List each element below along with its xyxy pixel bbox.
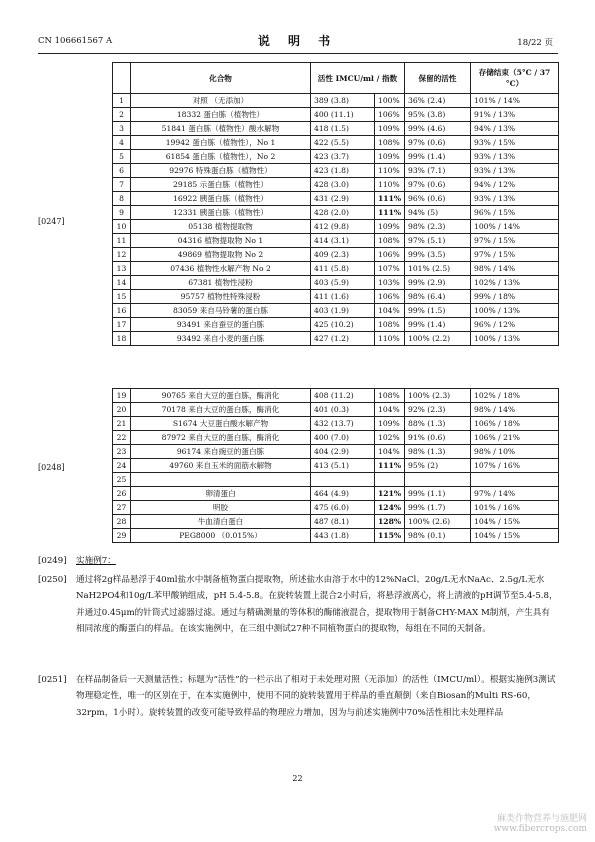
row-number: 13: [113, 262, 131, 276]
row-number: 3: [113, 122, 131, 136]
table-row: [113, 304, 559, 318]
row-number: 25: [113, 473, 131, 487]
activity-index: 110%: [375, 164, 405, 178]
activity-value: 389 (3.8): [311, 94, 375, 108]
activity-value: 418 (1.5): [311, 122, 375, 136]
storage-end: 97% / 15%: [471, 248, 559, 262]
activity-value: 431 (2.9): [311, 192, 375, 206]
activity-index: 107%: [375, 262, 405, 276]
row-number: 27: [113, 501, 131, 515]
compound-name: 87972 来自大豆的蛋白胨，酶消化: [131, 431, 311, 445]
table-row: [113, 248, 559, 262]
row-number: 26: [113, 487, 131, 501]
activity-index: 103%: [375, 276, 405, 290]
storage-end: 97% / 15%: [471, 234, 559, 248]
storage-end: 102% / 13%: [471, 276, 559, 290]
page-number: 22: [292, 774, 303, 783]
site-watermark: 麻类作物营养与施肥网 www.fibercrops.com: [493, 814, 587, 834]
storage-end: 101% / 16%: [471, 501, 559, 515]
activity-index: 108%: [375, 318, 405, 332]
retained-activity: 97% (5.1): [405, 234, 471, 248]
header-retained-activity: 保留的活性: [405, 63, 471, 94]
paragraph-text: 在样品制备后一天测量活性；标题为“活性”的一栏示出了相对于未处理对照（无添加）的活性（IMCU/ml）。根据实施例3测试物理稳定性，唯一的区别在于，在本实施例中，使用不同的旋转装置用于样品的垂直颠倒（来自Biosan的Multi RS-60，32rpm，1小时）。旋转装置的改变可能导致样品的物理应力增加，因为与前述实施例中70%活性相比未处理样品: [76, 675, 556, 718]
compound-name: 67381 植物性浸粉: [131, 276, 311, 290]
activity-value: 411 (1.6): [311, 290, 375, 304]
table-row: [113, 459, 559, 473]
retained-activity: 99% (1.1): [405, 487, 471, 501]
paragraph-number: [0249]: [38, 556, 67, 566]
table-row: [113, 94, 559, 108]
activity-index: 110%: [375, 332, 405, 346]
table-row: [113, 473, 559, 487]
row-number: 16: [113, 304, 131, 318]
storage-end: 94% / 12%: [471, 178, 559, 192]
row-number: 24: [113, 459, 131, 473]
activity-index: 111%: [375, 206, 405, 220]
table-row: [113, 403, 559, 417]
paragraph-text: 通过将2g样品悬浮于40ml盐水中制备植物蛋白提取物，所述盐水由溶于水中的12%NaCl、20g/L无水NaAc、2.5g/L无水NaH2PO4和10g/L苯甲酸钠组成，pH 5.4-5.8。在旋转装置上混合2小时后，将悬浮液离心，将上清液的pH调节至5.4-5.8，并通过0.45μm的针筒式过滤器过滤。通过与精确测量的等体积的酶储液混合，提取物用于制备CHY-MAX M制剂，产生具有相同浓度的酶蛋白的样品。在该实施例中，在三组中测试27种不同植物蛋白的提取物，每组在不同的天制备。: [76, 575, 558, 635]
compound-name: 19942 蛋白胨（植物性），No 1: [131, 136, 311, 150]
compound-name: 51841 蛋白胨（植物性）酸水解物: [131, 122, 311, 136]
table-row: [113, 445, 559, 459]
activity-index: 110%: [375, 178, 405, 192]
storage-end: 98% / 14%: [471, 262, 559, 276]
storage-end: 98% / 10%: [471, 445, 559, 459]
header-compound: 化合物: [131, 63, 311, 94]
compound-name: 对照 （无添加）: [131, 94, 311, 108]
activity-value: 423 (1.8): [311, 164, 375, 178]
row-number: 10: [113, 220, 131, 234]
row-number: 29: [113, 529, 131, 543]
activity-value: 400 (7.0): [311, 431, 375, 445]
retained-activity: 95% (3.8): [405, 108, 471, 122]
activity-index: 109%: [375, 150, 405, 164]
table-row: [113, 487, 559, 501]
paragraph-tag-0247: [0247]: [38, 217, 65, 226]
retained-activity: 100% (2.6): [405, 515, 471, 529]
table-row: [113, 515, 559, 529]
activity-index: 104%: [375, 403, 405, 417]
table-row: [113, 318, 559, 332]
retained-activity: [405, 473, 471, 487]
retained-activity: 91% (0.6): [405, 431, 471, 445]
activity-value: 427 (1.2): [311, 332, 375, 346]
table-row: [113, 108, 559, 122]
retained-activity: 99% (1.4): [405, 150, 471, 164]
table-row: [113, 234, 559, 248]
activity-index: 108%: [375, 234, 405, 248]
activity-value: 414 (3.1): [311, 234, 375, 248]
storage-end: 104% / 15%: [471, 529, 559, 543]
header-activity: 活性 IMCU/ml / 指数: [311, 63, 405, 94]
storage-end: 100% / 14%: [471, 220, 559, 234]
storage-end: 93% / 13%: [471, 150, 559, 164]
activity-value: 403 (5.9): [311, 276, 375, 290]
document-title: 说 明 书: [257, 34, 338, 48]
activity-value: 487 (8.1): [311, 515, 375, 529]
activity-value: 413 (5.1): [311, 459, 375, 473]
storage-end: 96% / 15%: [471, 206, 559, 220]
compound-activity-table-2: [112, 388, 559, 543]
compound-name: 05138 植物提取物: [131, 220, 311, 234]
compound-name: 95757 植物性特殊浸粉: [131, 290, 311, 304]
compound-name: 18332 蛋白胨（植物性）: [131, 108, 311, 122]
retained-activity: 100% (2.2): [405, 332, 471, 346]
activity-index: 100%: [375, 94, 405, 108]
activity-value: 411 (5.8): [311, 262, 375, 276]
storage-end: 94% / 13%: [471, 122, 559, 136]
activity-index: 109%: [375, 220, 405, 234]
activity-value: 423 (3.7): [311, 150, 375, 164]
retained-activity: 99% (4.6): [405, 122, 471, 136]
compound-name: 83059 来自马铃薯的蛋白胨: [131, 304, 311, 318]
table-row: [113, 389, 559, 403]
section-heading: 实施例7：: [76, 556, 116, 566]
activity-value: 409 (2.3): [311, 248, 375, 262]
compound-name: [131, 473, 311, 487]
row-number: 6: [113, 164, 131, 178]
row-number: 18: [113, 332, 131, 346]
compound-name: 29185 示蛋白胨（植物性）: [131, 178, 311, 192]
row-number: 8: [113, 192, 131, 206]
row-number: 4: [113, 136, 131, 150]
table-row: [113, 417, 559, 431]
row-number: 1: [113, 94, 131, 108]
activity-value: 404 (2.9): [311, 445, 375, 459]
activity-index: 109%: [375, 122, 405, 136]
table-row: [113, 178, 559, 192]
table-row: [113, 431, 559, 445]
table-row: [113, 262, 559, 276]
table-row: [113, 136, 559, 150]
activity-value: 403 (1.9): [311, 304, 375, 318]
retained-activity: 98% (2.3): [405, 220, 471, 234]
retained-activity: 95% (2): [405, 459, 471, 473]
row-number: 11: [113, 234, 131, 248]
retained-activity: 93% (7.1): [405, 164, 471, 178]
activity-index: 106%: [375, 108, 405, 122]
activity-index: 104%: [375, 304, 405, 318]
header-index: [113, 63, 131, 94]
retained-activity: 97% (0.6): [405, 178, 471, 192]
retained-activity: 98% (1.3): [405, 445, 471, 459]
table-row: [113, 332, 559, 346]
row-number: 22: [113, 431, 131, 445]
retained-activity: 92% (2.3): [405, 403, 471, 417]
activity-value: 464 (4.9): [311, 487, 375, 501]
storage-end: 93% / 13%: [471, 192, 559, 206]
compound-name: 61854 蛋白胨（植物性），No 2: [131, 150, 311, 164]
row-number: 9: [113, 206, 131, 220]
activity-value: 428 (2.0): [311, 206, 375, 220]
storage-end: [471, 473, 559, 487]
activity-value: 428 (3.0): [311, 178, 375, 192]
activity-index: 121%: [375, 487, 405, 501]
compound-name: 16922 胰蛋白胨（植物性）: [131, 192, 311, 206]
table-row: [113, 192, 559, 206]
compound-name: 49869 植物提取物 No 2: [131, 248, 311, 262]
retained-activity: 99% (1.7): [405, 501, 471, 515]
storage-end: 98% / 14%: [471, 403, 559, 417]
retained-activity: 99% (1.4): [405, 318, 471, 332]
activity-value: 422 (5.5): [311, 136, 375, 150]
activity-value: 401 (0.3): [311, 403, 375, 417]
page-header: [0, 30, 595, 50]
activity-value: 432 (13.7): [311, 417, 375, 431]
compound-name: 04316 植物提取物 No 1: [131, 234, 311, 248]
activity-index: 109%: [375, 417, 405, 431]
paragraph-0251: [38, 672, 558, 721]
table-row: [113, 501, 559, 515]
activity-index: 128%: [375, 515, 405, 529]
compound-name: 49760 来自玉米的面筋水解物: [131, 459, 311, 473]
storage-end: 99% / 18%: [471, 290, 559, 304]
table-row: [113, 276, 559, 290]
row-number: 19: [113, 389, 131, 403]
compound-name: PEG8000 （0.015%）: [131, 529, 311, 543]
storage-end: 102% / 18%: [471, 389, 559, 403]
compound-activity-table-1: [112, 62, 559, 346]
activity-index: [375, 473, 405, 487]
retained-activity: 98% (0.1): [405, 529, 471, 543]
retained-activity: 99% (2.9): [405, 276, 471, 290]
retained-activity: 94% (5): [405, 206, 471, 220]
activity-index: 111%: [375, 459, 405, 473]
table-row: [113, 220, 559, 234]
paragraph-0249: [38, 553, 558, 569]
activity-value: 408 (11.2): [311, 389, 375, 403]
activity-index: 111%: [375, 192, 405, 206]
compound-name: 牛血清白蛋白: [131, 515, 311, 529]
compound-name: 90765 来自大豆的蛋白胨，酶消化: [131, 389, 311, 403]
row-number: 14: [113, 276, 131, 290]
storage-end: 96% / 12%: [471, 318, 559, 332]
paragraph-tag-0248: [0248]: [38, 463, 65, 472]
storage-end: 93% / 13%: [471, 164, 559, 178]
page-count: 18/22 页: [517, 38, 553, 48]
compound-name: 明胶: [131, 501, 311, 515]
activity-value: 443 (1.8): [311, 529, 375, 543]
activity-value: 425 (10.2): [311, 318, 375, 332]
compound-name: 96174 来自豌豆的蛋白胨: [131, 445, 311, 459]
storage-end: 100% / 13%: [471, 332, 559, 346]
row-number: 7: [113, 178, 131, 192]
compound-name: 93492 来自小麦的蛋白胨: [131, 332, 311, 346]
paragraph-number: [0250]: [38, 575, 67, 585]
storage-end: 93% / 15%: [471, 136, 559, 150]
row-number: 23: [113, 445, 131, 459]
storage-end: 100% / 13%: [471, 304, 559, 318]
activity-index: 108%: [375, 389, 405, 403]
storage-end: 97% / 14%: [471, 487, 559, 501]
header-storage-end: 存储结束（5°C / 37 °C）: [471, 63, 559, 94]
storage-end: 91% / 13%: [471, 108, 559, 122]
paragraph-number: [0251]: [38, 675, 67, 685]
activity-value: [311, 473, 375, 487]
row-number: 12: [113, 248, 131, 262]
table-row: [113, 290, 559, 304]
compound-name: 12331 胰蛋白胨（植物性）: [131, 206, 311, 220]
activity-index: 104%: [375, 445, 405, 459]
compound-name: 93491 来自蚕豆的蛋白胨: [131, 318, 311, 332]
activity-value: 475 (6.0): [311, 501, 375, 515]
patent-number: CN 106661567 A: [38, 36, 113, 46]
compound-name: 卵清蛋白: [131, 487, 311, 501]
retained-activity: 100% (2.3): [405, 389, 471, 403]
compound-name: 07436 植物性水解产物 No 2: [131, 262, 311, 276]
storage-end: 107% / 16%: [471, 459, 559, 473]
retained-activity: 97% (0.6): [405, 136, 471, 150]
table-row: [113, 206, 559, 220]
retained-activity: 99% (1.5): [405, 304, 471, 318]
table-row: [113, 529, 559, 543]
activity-index: 106%: [375, 290, 405, 304]
table-row: [113, 150, 559, 164]
row-number: 5: [113, 150, 131, 164]
activity-index: 124%: [375, 501, 405, 515]
row-number: 20: [113, 403, 131, 417]
row-number: 15: [113, 290, 131, 304]
table-row: [113, 122, 559, 136]
retained-activity: 99% (3.5): [405, 248, 471, 262]
compound-name: S1674 大豆蛋白酸水解产物: [131, 417, 311, 431]
header-rule: [38, 53, 558, 54]
row-number: 17: [113, 318, 131, 332]
table-row: [113, 164, 559, 178]
activity-value: 400 (11.1): [311, 108, 375, 122]
retained-activity: 96% (0.6): [405, 192, 471, 206]
storage-end: 106% / 21%: [471, 431, 559, 445]
activity-value: 412 (9.8): [311, 220, 375, 234]
compound-name: 70178 来自大豆的蛋白胨，酶消化: [131, 403, 311, 417]
retained-activity: 36% (2.4): [405, 94, 471, 108]
retained-activity: 88% (1.3): [405, 417, 471, 431]
row-number: 21: [113, 417, 131, 431]
activity-index: 108%: [375, 136, 405, 150]
storage-end: 101% / 14%: [471, 94, 559, 108]
row-number: 2: [113, 108, 131, 122]
row-number: 28: [113, 515, 131, 529]
activity-index: 106%: [375, 248, 405, 262]
storage-end: 104% / 15%: [471, 515, 559, 529]
storage-end: 106% / 18%: [471, 417, 559, 431]
retained-activity: 98% (6.4): [405, 290, 471, 304]
activity-index: 115%: [375, 529, 405, 543]
paragraph-0250: [38, 572, 558, 638]
retained-activity: 101% (2.5): [405, 262, 471, 276]
activity-index: 102%: [375, 431, 405, 445]
compound-name: 92976 特殊蛋白胨（植物性）: [131, 164, 311, 178]
